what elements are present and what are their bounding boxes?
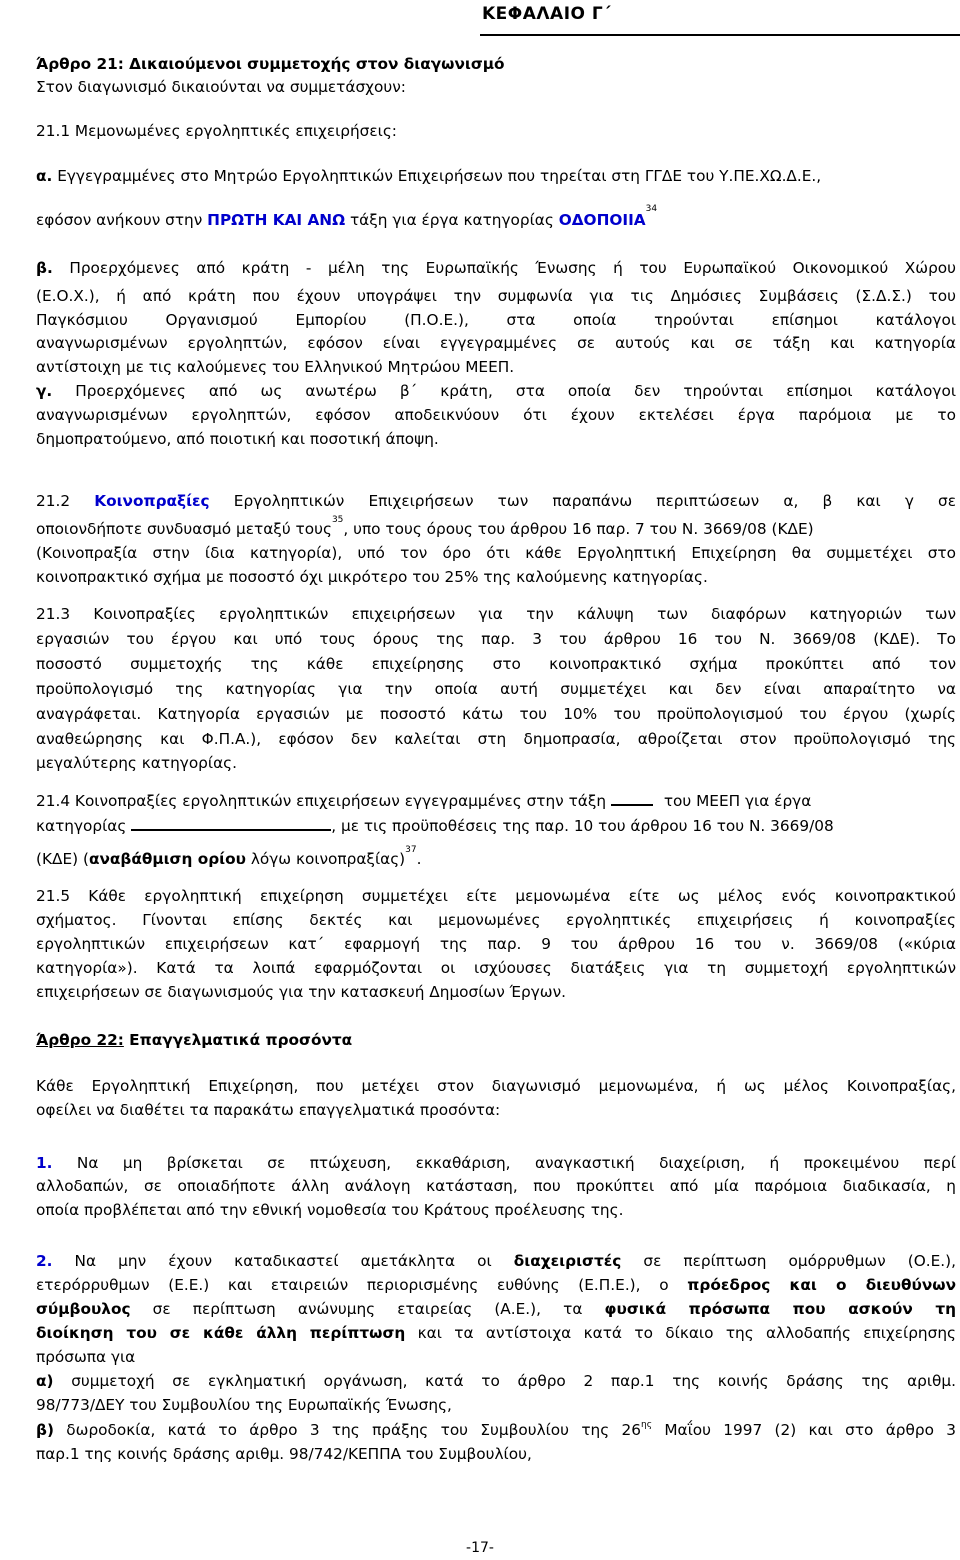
paragraph-21-5-line-1: 21.5 Κάθε εργοληπτική επιχείρηση συμμετέχει είτε μεμονωμένα είτε ως μέλος ενός κοινοπρακτικού [36, 887, 956, 905]
paragraph-21-3-line-4: προϋπολογισμό της κατηγορίας για την οποία αυτή συμμετέχει και δεν είναι απαραίτητο να [36, 680, 956, 698]
text-run: β) [36, 1421, 54, 1439]
article-21-title [36, 53, 956, 75]
text-run: σε περίπτωση ανώνυμης εταιρείας (Α.Ε.), τα [130, 1300, 605, 1318]
paragraph-21-5-line-2: σχήματος. Γίνονται επίσης δεκτές και μεμονωμένες εργοληπτικές επιχειρήσεις ή κοινοπραξίες [36, 911, 956, 929]
paragraph-21-4-line-2 [36, 815, 956, 837]
text-run: εφόσον ανήκουν στην [36, 211, 208, 229]
paragraph-21-5-line-5: επιχειρήσεων σε διαγωνισμούς για την κατασκευή Δημοσίων Έργων. [36, 983, 567, 1001]
text-run: , με τις προϋποθέσεις της παρ. 10 του άρθρου 16 του Ν. 3669/08 [331, 817, 834, 835]
page-number: -17- [466, 1540, 494, 1556]
text-run: Προερχόμενες από ως ανωτέρω β΄ κράτη, στα οποία δεν τηρούνται επίσημοι κατάλογοι [52, 382, 956, 400]
item-2a-line-1 [36, 1370, 956, 1392]
text-run: σε περίπτωση ομόρρυθμων (Ο.Ε.), [621, 1252, 956, 1270]
paragraph-21-3-line-2: εργασιών του έργου και υπό τους όρους της παρ. 3 του άρθρου 16 του Ν. 3669/08 (ΚΔΕ). Το [36, 630, 956, 648]
text-run: κατηγορίας [36, 817, 132, 835]
text-run: Μαΐου 1997 (2) και στο άρθρο 3 [652, 1421, 956, 1439]
item-g-line-1 [36, 380, 956, 402]
item-2-line-5: πρόσωπα για [36, 1348, 136, 1366]
text-run: α) [36, 1372, 54, 1390]
text-run: β. [36, 259, 53, 277]
item-2-line-1 [36, 1250, 956, 1272]
paragraph-21-3-line-6: αναθεώρησης και Φ.Π.Α.), εφόσον δεν καλείται στη δημοπρασία, αθροίζεται στον προϋπολογισμό της [36, 730, 956, 748]
superscript-ordinal: ης [641, 1420, 652, 1430]
text-run: Να μη βρίσκεται σε πτώχευση, εκκαθάριση, αναγκαστική διαχείριση, ή προκειμένου περί [52, 1154, 956, 1172]
paragraph-21-2-line-2 [36, 515, 956, 540]
text-run: 1. [36, 1154, 53, 1172]
article-21-intro: Στον διαγωνισμό δικαιούνται να συμμετάσχουν: [36, 78, 406, 96]
footnote-34: 34 [645, 204, 658, 214]
text-run: διοίκηση του σε κάθε άλλη περίπτωση [36, 1324, 406, 1342]
paragraph-21-2-line-1 [36, 490, 956, 512]
item-b-line-1 [36, 257, 956, 279]
item-b-line-4: αναγνωρισμένων εργοληπτών, εφόσον είναι εγγεγραμμένες σε αυτούς και σε τάξη και κατηγορία [36, 334, 956, 352]
item-1-line-2: αλλοδαπών, σε οποιαδήποτε άλλη ανάλογη κατάσταση, που προκύπτει από μία παρόμοια διαδικασία, η [36, 1177, 956, 1195]
item-g-line-3: δημοπρατούμενο, από ποιοτική και ποσοτική άποψη. [36, 430, 439, 448]
item-2-line-2 [36, 1274, 956, 1296]
paragraph-21-4-line-1 [36, 790, 956, 812]
text-run: και τα αντίστοιχα κατά το δίκαιο της αλλοδαπής επιχείρησης [405, 1324, 956, 1342]
item-2b-line-1 [36, 1419, 956, 1441]
text-run: ετερόρρυθμων (Ε.Ε.) και εταιρειών περιορισμένης ευθύνης (Ε.Π.Ε.), ο [36, 1276, 688, 1294]
text-run: (ΚΔΕ) ( [36, 850, 89, 868]
text-run: πρόεδρος και ο διευθύνων [687, 1276, 956, 1294]
class-blank-field [611, 790, 653, 806]
paragraph-21-3-line-7: μεγαλύτερης κατηγορίας. [36, 754, 237, 772]
text-run: Άρθρο 21: Δικαιούμενοι συμμετοχής στον διαγωνισμό [36, 55, 505, 73]
footnote-35: 35 [331, 515, 344, 525]
article-22-title [36, 1029, 956, 1051]
item-a-line-2 [36, 204, 956, 231]
text-run: 21.2 [36, 492, 95, 510]
text-run: Κοινοπραξίες [94, 492, 210, 510]
item-a-line-1 [36, 165, 956, 187]
text-run: γ. [36, 382, 53, 400]
text-run: Εργοληπτικών Επιχειρήσεων των παραπάνω περιπτώσεων α, β και γ σε [209, 492, 956, 510]
text-run: διαχειριστές [513, 1252, 622, 1270]
text-run: αναβάθμιση ορίου [88, 850, 246, 868]
text-run: δωροδοκία, κατά το άρθρο 3 της πράξης του Συμβουλίου της 26 [53, 1421, 641, 1439]
text-run: , υπο τους όρους του άρθρου 16 παρ. 7 του Ν. 3669/08 (ΚΔΕ) [343, 520, 814, 538]
text-run: λόγω κοινοπραξίας) [245, 850, 406, 868]
text-run: σύμβουλος [36, 1300, 131, 1318]
text-run: οποιονδήποτε συνδυασμό μεταξύ τους [36, 520, 332, 538]
text-run: Να μην έχουν καταδικαστεί αμετάκλητα οι [52, 1252, 514, 1270]
article-22-intro-line-1: Κάθε Εργοληπτική Επιχείρηση, που μετέχει στον διαγωνισμό μεμονωμένα, ή ως μέλος Κοινοπραξίας, [36, 1077, 956, 1095]
item-b-line-5: αντίστοιχη με τις καλούμενες του Ελληνικού Μητρώου ΜΕΕΠ. [36, 358, 515, 376]
paragraph-21-1: 21.1 Μεμονωμένες εργοληπτικές επιχειρήσεις: [36, 122, 397, 140]
item-2a-line-2: 98/773/ΔΕΥ του Συμβουλίου της Ευρωπαϊκής Ένωσης, [36, 1396, 452, 1414]
text-run: . [416, 850, 422, 868]
item-2-line-3 [36, 1298, 956, 1320]
paragraph-21-4-line-3 [36, 845, 956, 870]
chapter-title: ΚΕΦΑΛΑΙΟ Γ΄ [482, 4, 612, 24]
text-run: Άρθρο 22: [36, 1031, 124, 1049]
text-run: 2. [36, 1252, 53, 1270]
paragraph-21-3-line-1: 21.3 Κοινοπραξίες εργοληπτικών επιχειρήσεων για την κάλυψη των διαφόρων κατηγοριών των [36, 605, 956, 623]
item-g-line-2: αναγνωρισμένων εργοληπτών, εφόσον αποδεικνύουν ότι έχουν εκτελέσει έργα παρόμοια με το [36, 406, 956, 424]
text-run: α. [36, 167, 53, 185]
article-22-intro-line-2: οφείλει να διαθέτει τα παρακάτω επαγγελματικά προσόντα: [36, 1101, 501, 1119]
text-run: του ΜΕΕΠ για έργα [658, 792, 812, 810]
text-run: 21.4 Κοινοπραξίες εργοληπτικών επιχειρήσεων εγγεγραμμένες στην τάξη [36, 792, 611, 810]
paragraph-21-5-line-3: εργοληπτικών επιχειρήσεων κατ΄ εφαρμογή της παρ. 9 του άρθρου 16 του ν. 3669/08 («κύρια [36, 935, 956, 953]
text-run: φυσικά πρόσωπα που ασκούν τη [604, 1300, 956, 1318]
text-run: ΟΔΟΠΟΙΙΑ [558, 211, 646, 229]
paragraph-21-3-line-3: ποσοστό συμμετοχής της κάθε επιχείρησης στο κοινοπρακτικό σχήμα προκύπτει από τον [36, 655, 956, 673]
category-blank-field [131, 815, 331, 831]
item-2-line-4 [36, 1322, 956, 1344]
item-b-line-3: Παγκόσμιου Οργανισμού Εμπορίου (Π.Ο.Ε.), στα οποία τηρούνται επίσημοι κατάλογοι [36, 311, 956, 329]
text-run: συμμετοχή σε εγκληματική οργάνωση, κατά το άρθρο 2 παρ.1 της κοινής δράσης της αριθμ. [53, 1372, 956, 1390]
item-2b-line-2: παρ.1 της κοινής δράσης αριθμ. 98/742/ΚΕΠΠΑ του Συμβουλίου, [36, 1445, 532, 1463]
paragraph-21-2-line-4: κοινοπρακτικό σχήμα με ποσοστό όχι μικρότερο του 25% της καλούμενης κατηγορίας. [36, 568, 708, 586]
item-1-line-1 [36, 1152, 956, 1174]
item-1-line-3: οποία προβλέπεται από την εθνική νομοθεσία του Κράτους προέλευσης της. [36, 1201, 624, 1219]
paragraph-21-5-line-4: κατηγορία»). Κατά τα λοιπά εφαρμόζονται οι ισχύουσες διατάξεις για τη συμμετοχή εργοληπτικών [36, 959, 956, 977]
paragraph-21-2-line-3: (Κοινοπραξία στην ίδια κατηγορία), υπό τον όρο ότι κάθε Εργοληπτική Επιχείρηση θα συμμετέχει στο [36, 544, 956, 562]
text-run: ΠΡΩΤΗ ΚΑΙ ΑΝΩ [207, 211, 346, 229]
text-run: Εγγεγραμμένες στο Μητρώο Εργοληπτικών Επιχειρήσεων που τηρείται στη ΓΓΔΕ του Υ.ΠΕ.ΧΩ.Δ.Ε., [52, 167, 822, 185]
text-run: τάξη για έργα κατηγορίας [345, 211, 559, 229]
text-run: Προερχόμενες από κράτη - μέλη της Ευρωπαϊκής Ένωσης ή του Ευρωπαϊκού Οικονομικού Χώρου [52, 259, 956, 277]
chapter-header [480, 0, 960, 36]
item-b-line-2: (Ε.Ο.Χ.), ή από κράτη που έχουν υπογράψει την συμφωνία για τις Δημόσιες Συμβάσεις (Σ.Δ.Σ.) του [36, 287, 956, 305]
paragraph-21-3-line-5: αναγράφεται. Κατηγορία εργασιών με ποσοστό κάτω του 10% του προϋπολογισμού του έργου (χωρίς [36, 705, 956, 723]
text-run: Επαγγελματικά προσόντα [123, 1031, 353, 1049]
footnote-37: 37 [405, 845, 417, 855]
